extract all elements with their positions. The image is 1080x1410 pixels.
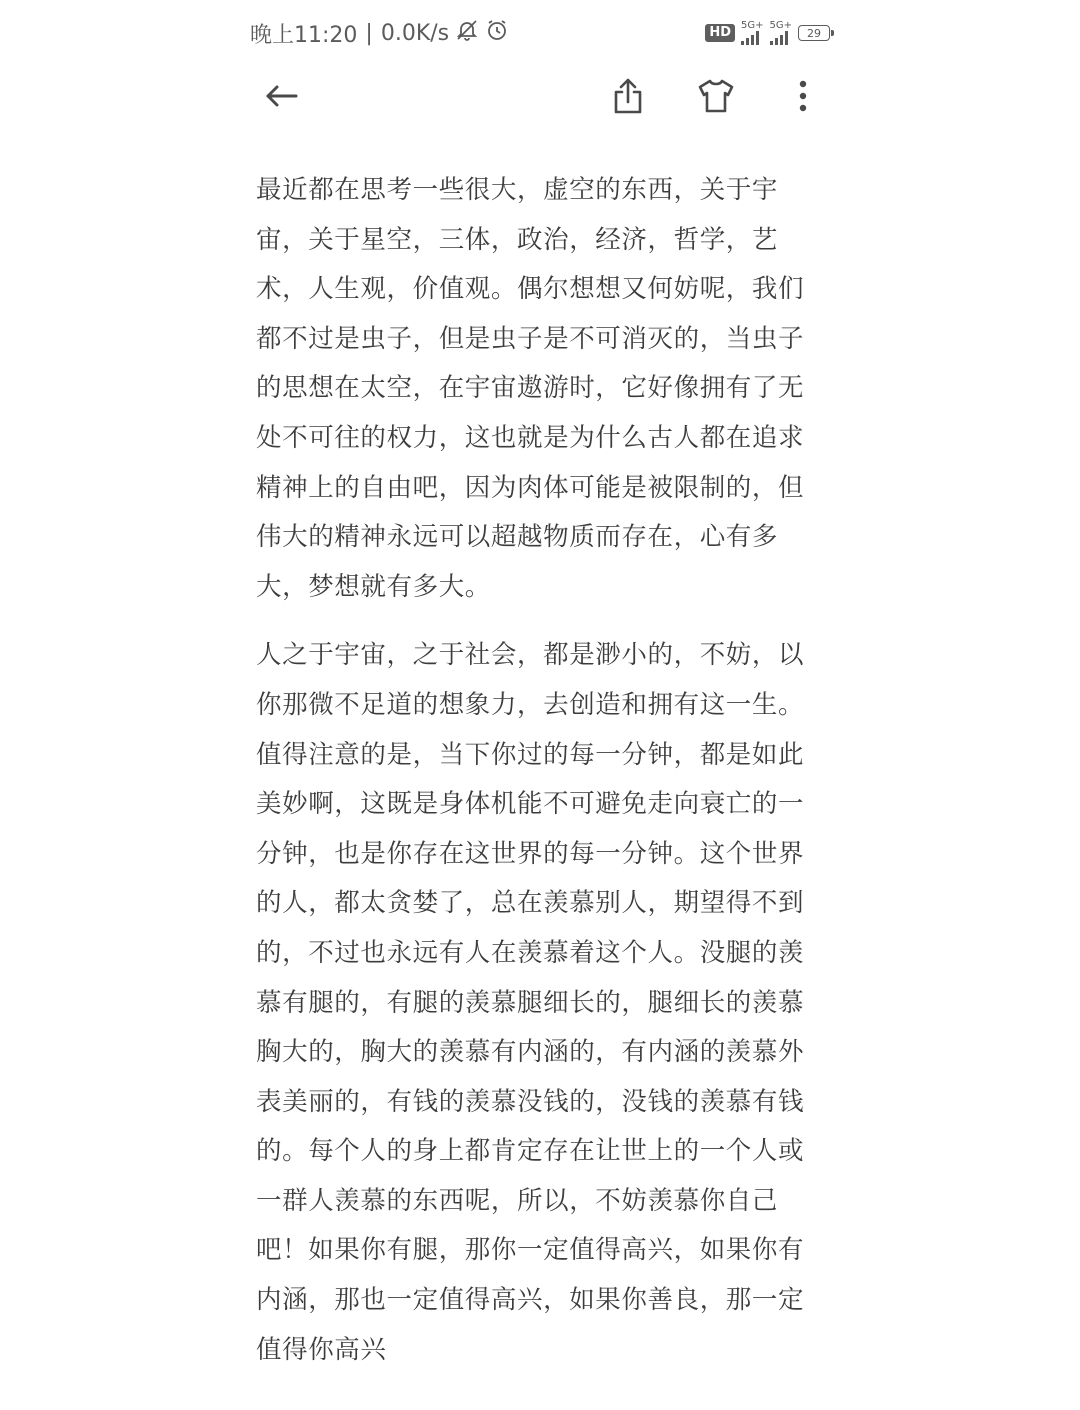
back-button[interactable] xyxy=(254,70,310,126)
status-left xyxy=(250,18,509,49)
signal-bars-icon xyxy=(770,31,788,45)
more-vertical-icon xyxy=(797,79,809,117)
net-speed: 0.0K/s xyxy=(380,20,450,46)
share-icon xyxy=(610,76,646,120)
status-bar xyxy=(250,14,830,52)
article-paragraph-2: 人之于宇宙，之于社会，都是渺小的，不妨，以你那微不足道的想象力，去创造和拥有这一生。值得注意的是，当下你过的每一分钟，都是如此美妙啊，这既是身体机能不可避免走向衰亡的一分钟，也是你存在这世界的每一分钟。这个世界的人，都太贪婪了，总在羡慕别人，期望得不到的，不过也永远有人在羡慕着这个人。没腿的羡慕有腿的，有腿的羡慕腿细长的，腿细长的羡慕胸大的，胸大的羡慕有内涵的，有内涵的羡慕外表美丽的，有钱的羡慕没钱的，没钱的羡慕有钱的。每个人的身上都肯定存在让世上的一个人或一群人羡慕的东西呢，所以，不妨羡慕你自己吧！如果你有腿，那你一定值得高兴，如果你有内涵，那也一定值得高兴，如果你善良，那一定值得你高兴 xyxy=(256,640,805,1365)
more-button[interactable] xyxy=(775,70,831,126)
signal-1 xyxy=(741,21,764,45)
article-paragraph-1: 最近都在思考一些很大，虚空的东西，关于宇宙，关于星空，三体，政治，经济，哲学，艺术，人生观，价值观。偶尔想想又何妨呢，我们都不过是虫子，但是虫子是不可消灭的，当虫子的思想在太空，在宇宙遨游时，它好像拥有了无处不可往的权力，这也就是为什么古人都在追求精神上的自由吧，因为肉体可能是被限制的，但伟大的精神永远可以超越物质而存在，心有多大，梦想就有多大。 xyxy=(256,175,805,602)
bell-muted-icon xyxy=(455,18,479,48)
battery-icon xyxy=(798,25,830,41)
status-separator: | xyxy=(365,20,373,46)
signal-bars-icon xyxy=(741,31,759,45)
signal-2 xyxy=(770,21,793,45)
battery-level: 29 xyxy=(807,26,821,40)
theme-button[interactable] xyxy=(688,70,744,126)
status-time: 晚上11:20 xyxy=(250,22,358,48)
toolbar xyxy=(0,70,1080,126)
signal-1-label: 5G+ xyxy=(741,20,764,31)
arrow-left-icon xyxy=(262,76,302,120)
signal-2-label: 5G+ xyxy=(769,20,792,31)
tshirt-icon xyxy=(696,76,736,120)
share-button[interactable] xyxy=(600,70,656,126)
alarm-icon xyxy=(485,18,509,48)
hd-badge: HD xyxy=(705,24,735,42)
article-body xyxy=(256,166,824,1375)
status-right xyxy=(705,21,830,45)
